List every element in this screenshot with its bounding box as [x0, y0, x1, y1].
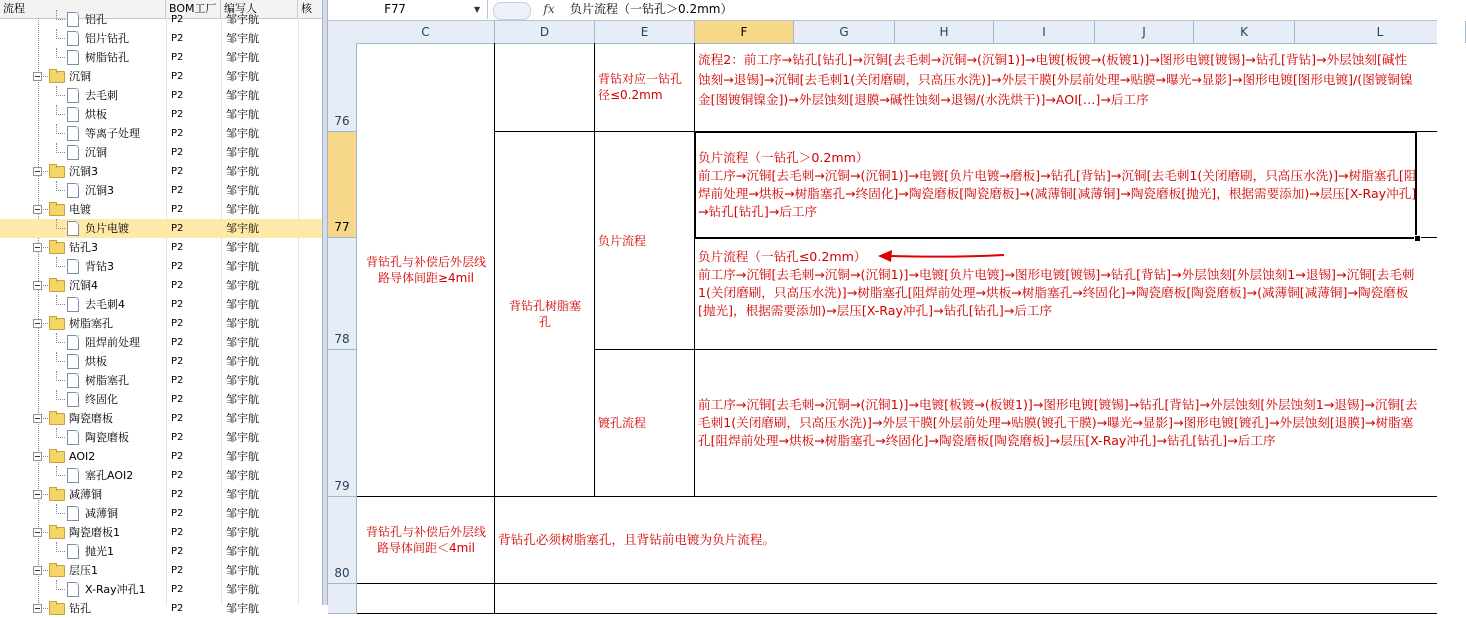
- bom-factory-value: P2: [171, 318, 184, 329]
- tree-branch-line: [56, 342, 65, 343]
- document-icon: [67, 31, 79, 46]
- header-bom[interactable]: BOM工厂: [166, 0, 221, 18]
- bom-factory-value: P2: [171, 185, 184, 196]
- folder-icon: [49, 489, 65, 501]
- cell-e76[interactable]: [595, 43, 695, 132]
- bom-factory-value: P2: [171, 527, 184, 538]
- tree-leaf-row[interactable]: [0, 295, 322, 314]
- bom-factory-value: P2: [171, 413, 184, 424]
- formula-bar: [328, 0, 1437, 21]
- formula-content[interactable]: 负片流程（一钻孔＞0.2mm）: [570, 2, 733, 16]
- tree-leaf-row[interactable]: [0, 257, 322, 276]
- writer-value: 邹宇航: [226, 32, 259, 45]
- writer-value: 邹宇航: [226, 526, 259, 539]
- document-icon: [67, 145, 79, 160]
- tree-leaf-row[interactable]: [0, 124, 322, 143]
- writer-value: 邹宇航: [226, 317, 259, 330]
- writer-value: 邹宇航: [226, 127, 259, 140]
- collapse-toggle-icon[interactable]: [33, 167, 42, 176]
- tree-item-label: 沉铜3: [85, 184, 114, 197]
- tree-folder-row[interactable]: [0, 523, 322, 542]
- writer-value: 邹宇航: [226, 184, 259, 197]
- bom-factory-value: P2: [171, 299, 184, 310]
- name-box-dropdown-icon[interactable]: ▼: [474, 5, 481, 14]
- bom-factory-value: P2: [171, 147, 184, 158]
- tree-item-label: 减薄铜: [85, 507, 118, 520]
- tree-branch-line: [56, 380, 65, 381]
- writer-value: 邹宇航: [226, 488, 259, 501]
- collapse-toggle-icon[interactable]: [33, 566, 42, 575]
- bom-factory-value: P2: [171, 508, 184, 519]
- bom-factory-value: P2: [171, 546, 184, 557]
- tree-item-label: 铝片钻孔: [85, 32, 129, 45]
- folder-icon: [49, 318, 65, 330]
- cell-e77-text: 负片流程: [598, 233, 647, 248]
- collapse-toggle-icon[interactable]: [33, 205, 42, 214]
- collapse-toggle-icon[interactable]: [33, 72, 42, 81]
- writer-value: 邹宇航: [226, 89, 259, 102]
- row-header[interactable]: [328, 350, 357, 497]
- row-header[interactable]: [328, 584, 357, 614]
- document-icon: [67, 582, 79, 597]
- writer-value: 邹宇航: [226, 222, 259, 235]
- document-icon: [67, 354, 79, 369]
- tree-leaf-row[interactable]: [0, 504, 322, 523]
- cell-c81[interactable]: [357, 584, 495, 614]
- cell-d81[interactable]: [495, 584, 1437, 614]
- tree-item-label: 沉铜: [85, 146, 107, 159]
- name-box[interactable]: [328, 0, 488, 19]
- tree-folder-row[interactable]: [0, 561, 322, 580]
- bom-factory-value: P2: [171, 71, 184, 82]
- document-icon: [67, 259, 79, 274]
- column-header-f[interactable]: F: [695, 21, 794, 43]
- cell-f78[interactable]: [695, 238, 1437, 350]
- document-icon: [67, 544, 79, 559]
- tree-item-label: 阻焊前处理: [85, 336, 140, 349]
- cell-f79[interactable]: [695, 350, 1437, 497]
- tree-item-label: 树脂钻孔: [85, 51, 129, 64]
- cell-f78-body: 前工序→沉铜[去毛刺→沉铜→(沉铜1)]→电镀[负片电镀]→图形电镀[镀锡]→钻孔[背钻]→外层蚀刻[外层蚀刻1→退锡]→沉铜[去毛刺1(关闭磨刷，只高压水洗)]→树脂塞孔[阻焊前处理→烘板→树脂塞孔→终固化]→陶瓷磨板[陶瓷磨板]→(减薄铜[减薄铜]→陶瓷磨板[抛光]，根据需要添加)→层压[X-Ray冲孔]→钻孔[钻孔]→后工序: [698, 267, 1415, 318]
- tree-branch-line: [56, 57, 65, 58]
- bom-factory-value: P2: [171, 584, 184, 595]
- collapse-toggle-icon[interactable]: [33, 281, 42, 290]
- folder-icon: [49, 603, 65, 615]
- tree-leaf-row[interactable]: [0, 181, 322, 200]
- tree-branch-line: [56, 152, 65, 153]
- tree-folder-row[interactable]: [0, 485, 322, 504]
- header-writer[interactable]: 编写人: [221, 0, 298, 18]
- tree-leaf-row[interactable]: [0, 428, 322, 447]
- tree-branch-line: [56, 95, 65, 96]
- tree-item-label: 铝孔: [85, 13, 107, 26]
- document-icon: [67, 107, 79, 122]
- cell-f78-title: 负片流程（一钻孔≤0.2mm）: [698, 249, 867, 264]
- folder-icon: [49, 166, 65, 178]
- cell-d76[interactable]: [495, 43, 595, 132]
- cell-f76-text: 流程2：前工序→钻孔[钻孔]→沉铜[去毛刺→沉铜→(沉铜1)]→电镀[板镀→(板镀1)]→图形电镀[镀锡]→钻孔[背钻]→外层蚀刻[碱性蚀刻→退锡]→沉铜[去毛刺1(关闭磨刷，只高压水洗)]→外层干膜[外层前处理→贴膜→曝光→显影]→图形电镀[图形电镀]/(图镀铜镍金[图镀铜镍金])→外层蚀刻[退膜→碱性蚀刻→退锡/(水洗烘干)]→AOI[…]→后工序: [698, 52, 1413, 107]
- formula-bar-toggle[interactable]: [493, 2, 531, 20]
- cell-e79-text: 镀孔流程: [598, 416, 647, 430]
- tree-branch-line: [56, 19, 65, 20]
- tree-branch-line: [56, 304, 65, 305]
- active-cell-selection: [694, 131, 1417, 239]
- spreadsheet: [328, 0, 1437, 605]
- tree-item-label: 电镀: [69, 203, 91, 216]
- tree-leaf-row[interactable]: [0, 10, 322, 29]
- document-icon: [67, 221, 79, 236]
- collapse-toggle-icon[interactable]: [33, 319, 42, 328]
- collapse-toggle-icon[interactable]: [33, 243, 42, 252]
- tree-folder-row[interactable]: [0, 409, 322, 428]
- writer-value: 邹宇航: [226, 13, 259, 26]
- document-icon: [67, 126, 79, 141]
- tree-item-label: 去毛刺: [85, 89, 118, 102]
- tree-branch-line: [56, 38, 65, 39]
- document-icon: [67, 297, 79, 312]
- cell-c76-c79[interactable]: [357, 43, 495, 497]
- tree-item-label: 沉铜: [69, 70, 91, 83]
- folder-icon: [49, 451, 65, 463]
- tree-item-label: 钻孔: [69, 602, 91, 615]
- tree-item-label: 终固化: [85, 393, 118, 406]
- tree-item-label: 烘板: [85, 355, 107, 368]
- tree-leaf-row[interactable]: [0, 580, 322, 599]
- tree-leaf-row[interactable]: [0, 542, 322, 561]
- tree-item-label: 层压1: [69, 564, 98, 577]
- row-number: 80: [334, 566, 350, 580]
- tree-item-label: 烘板: [85, 108, 107, 121]
- tree-item-label: X-Ray冲孔1: [85, 583, 146, 596]
- bom-factory-value: P2: [171, 109, 184, 120]
- tree-folder-row[interactable]: [0, 599, 322, 618]
- cell-d77-text: 背钻孔树脂塞孔: [508, 299, 581, 329]
- header-check[interactable]: 核: [298, 0, 328, 18]
- tree-leaf-row[interactable]: [0, 390, 322, 409]
- bom-factory-value: P2: [171, 204, 184, 215]
- writer-value: 邹宇航: [226, 431, 259, 444]
- document-icon: [67, 373, 79, 388]
- writer-value: 邹宇航: [226, 298, 259, 311]
- tree-leaf-row[interactable]: [0, 29, 322, 48]
- tree-leaf-row[interactable]: [0, 86, 322, 105]
- column-header-j[interactable]: J: [1095, 21, 1194, 43]
- writer-value: 邹宇航: [226, 450, 259, 463]
- tree-item-label: 树脂塞孔: [85, 374, 129, 387]
- cell-reference: F77: [384, 2, 406, 16]
- column-header-i[interactable]: I: [994, 21, 1095, 43]
- collapse-toggle-icon[interactable]: [33, 490, 42, 499]
- row-header[interactable]: [328, 238, 357, 350]
- writer-value: 邹宇航: [226, 374, 259, 387]
- document-icon: [67, 392, 79, 407]
- tree-branch-line: [56, 551, 65, 552]
- tree-folder-row[interactable]: [0, 314, 322, 333]
- column-header-k[interactable]: K: [1194, 21, 1295, 43]
- column-headers: [328, 21, 1437, 44]
- tree-leaf-row[interactable]: [0, 466, 322, 485]
- tree-item-label: 陶瓷磨板: [69, 412, 113, 425]
- writer-value: 邹宇航: [226, 412, 259, 425]
- tree-item-label: 减薄铜: [69, 488, 102, 501]
- collapse-toggle-icon[interactable]: [33, 414, 42, 423]
- bom-factory-value: P2: [171, 261, 184, 272]
- writer-value: 邹宇航: [226, 146, 259, 159]
- cell-f77-body: 前工序→沉铜[去毛刺→沉铜→(沉铜1)]→电镀[负片电镀→磨板]→钻孔[背钻]→沉铜[去毛刺1(关闭磨刷，只高压水洗)]→树脂塞孔[阻焊前处理→烘板→树脂塞孔→终固化]→陶瓷磨板[陶瓷磨板]→(减薄铜[减薄铜]→陶瓷磨板[抛光]，根据需要添加)→层压[X-Ray冲孔]→钻孔[钻孔]→后工序: [698, 168, 1417, 219]
- tree-item-label: 树脂塞孔: [69, 317, 113, 330]
- writer-value: 邹宇航: [226, 507, 259, 520]
- tree-leaf-row[interactable]: [0, 48, 322, 67]
- writer-value: 邹宇航: [226, 355, 259, 368]
- folder-icon: [49, 280, 65, 292]
- document-icon: [67, 430, 79, 445]
- column-header-d[interactable]: D: [495, 21, 595, 43]
- tree-item-label: 陶瓷磨板1: [69, 526, 120, 539]
- tree-leaf-row[interactable]: [0, 333, 322, 352]
- row-number: 78: [334, 332, 350, 346]
- tree-item-label: 负片电镀: [85, 222, 129, 235]
- row-number: 76: [334, 114, 350, 128]
- row-number: 79: [334, 479, 350, 493]
- folder-icon: [49, 204, 65, 216]
- tree-folder-row[interactable]: [0, 238, 322, 257]
- bom-factory-value: P2: [171, 603, 184, 614]
- cell-c80[interactable]: [357, 497, 495, 584]
- cell-e79[interactable]: [595, 350, 695, 497]
- header-flow[interactable]: 流程: [0, 0, 166, 18]
- column-header-g[interactable]: G: [794, 21, 895, 43]
- collapse-toggle-icon[interactable]: [33, 528, 42, 537]
- tree-branch-line: [56, 399, 65, 400]
- column-header-h[interactable]: H: [895, 21, 994, 43]
- writer-value: 邹宇航: [226, 602, 259, 615]
- insert-function-button[interactable]: fx: [543, 2, 555, 16]
- row-header[interactable]: [328, 132, 357, 238]
- cell-f78-content: [695, 238, 1420, 320]
- tree-branch-line: [56, 513, 65, 514]
- document-icon: [67, 506, 79, 521]
- writer-value: 邹宇航: [226, 279, 259, 292]
- writer-value: 邹宇航: [226, 203, 259, 216]
- column-header-l[interactable]: L: [1295, 21, 1466, 43]
- tree-branch-line: [56, 190, 65, 191]
- cell-c80-text: 背钻孔与补偿后外层线路导体间距＜4mil: [365, 525, 486, 555]
- folder-icon: [49, 413, 65, 425]
- writer-value: 邹宇航: [226, 51, 259, 64]
- bom-factory-value: P2: [171, 565, 184, 576]
- document-icon: [67, 468, 79, 483]
- folder-icon: [49, 242, 65, 254]
- document-icon: [67, 335, 79, 350]
- tree-item-label: 钻孔3: [69, 241, 98, 254]
- cell-e76-text: 背钻对应一钻孔径≤0.2mm: [598, 72, 683, 102]
- bom-factory-value: P2: [171, 432, 184, 443]
- cell-d80-l80[interactable]: [495, 497, 1437, 584]
- writer-value: 邹宇航: [226, 70, 259, 83]
- document-icon: [67, 88, 79, 103]
- writer-value: 邹宇航: [226, 260, 259, 273]
- tree-folder-row[interactable]: [0, 162, 322, 181]
- bom-factory-value: P2: [171, 489, 184, 500]
- writer-value: 邹宇航: [226, 393, 259, 406]
- cell-d80-text: 背钻孔必须树脂塞孔，且背钻前电镀为负片流程。: [498, 532, 776, 547]
- tree-item-label: AOI2: [69, 450, 96, 463]
- writer-value: 邹宇航: [226, 545, 259, 558]
- cell-f76[interactable]: [695, 43, 1437, 132]
- column-header-c[interactable]: C: [357, 21, 495, 43]
- bom-factory-value: P2: [171, 242, 184, 253]
- tree-branch-line: [56, 228, 65, 229]
- tree-leaf-row[interactable]: [0, 219, 322, 238]
- tree-folder-row[interactable]: [0, 447, 322, 466]
- bom-factory-value: P2: [171, 223, 184, 234]
- writer-value: 邹宇航: [226, 336, 259, 349]
- writer-value: 邹宇航: [226, 469, 259, 482]
- tree-folder-row[interactable]: [0, 276, 322, 295]
- bom-factory-value: P2: [171, 90, 184, 101]
- tree-item-label: 陶瓷磨板: [85, 431, 129, 444]
- tree-branch-line: [56, 114, 65, 115]
- row-header[interactable]: [328, 497, 357, 584]
- document-icon: [67, 50, 79, 65]
- bom-factory-value: P2: [171, 470, 184, 481]
- bom-factory-value: P2: [171, 375, 184, 386]
- tree-item-label: 沉铜3: [69, 165, 98, 178]
- tree-branch-line: [56, 475, 65, 476]
- collapse-toggle-icon[interactable]: [33, 452, 42, 461]
- annotation-arrow-icon: [876, 248, 1006, 264]
- bom-factory-value: P2: [171, 14, 184, 25]
- writer-value: 邹宇航: [226, 583, 259, 596]
- column-header-e[interactable]: E: [595, 21, 695, 43]
- folder-icon: [49, 71, 65, 83]
- bom-factory-value: P2: [171, 280, 184, 291]
- writer-value: 邹宇航: [226, 564, 259, 577]
- tree-folder-row[interactable]: [0, 200, 322, 219]
- tree-branch-line: [56, 589, 65, 590]
- bom-factory-value: P2: [171, 33, 184, 44]
- cell-e77-e78[interactable]: [595, 132, 695, 350]
- fill-handle[interactable]: [1414, 235, 1421, 242]
- tree-item-label: 背钻3: [85, 260, 114, 273]
- row-header[interactable]: [328, 43, 357, 132]
- bom-factory-value: P2: [171, 337, 184, 348]
- cell-f79-text: 前工序→沉铜[去毛刺→沉铜→(沉铜1)]→电镀[板镀→(板镀1)]→图形电镀[镀锡]→钻孔[背钻]→外层蚀刻[外层蚀刻1→退锡]→沉铜[去毛刺1(关闭磨刷，只高压水洗)]→外层干膜[外层前处理→贴膜(镀孔干膜)→曝光→显影]→图形电镀[镀孔]→外层蚀刻[退膜]→树脂塞孔[阻焊前处理→烘板→树脂塞孔→终固化]→陶瓷磨板[陶瓷磨板]→层压[X-Ray冲孔]→钻孔[钻孔]→后工序: [698, 397, 1418, 448]
- collapse-toggle-icon[interactable]: [33, 604, 42, 613]
- document-icon: [67, 183, 79, 198]
- tree-branch-line: [56, 133, 65, 134]
- document-icon: [67, 12, 79, 27]
- tree-leaf-row[interactable]: [0, 105, 322, 124]
- bom-factory-value: P2: [171, 394, 184, 405]
- tree-item-label: 抛光1: [85, 545, 114, 558]
- tree-item-label: 去毛刺4: [85, 298, 125, 311]
- cell-f77-title: 负片流程（一钻孔＞0.2mm）: [698, 150, 869, 165]
- tree-leaf-row[interactable]: [0, 371, 322, 390]
- tree-leaf-row[interactable]: [0, 352, 322, 371]
- bom-factory-value: P2: [171, 356, 184, 367]
- folder-icon: [49, 565, 65, 577]
- tree-item-label: 等离子处理: [85, 127, 140, 140]
- tree-item-label: 塞孔AOI2: [85, 469, 134, 482]
- bom-factory-value: P2: [171, 52, 184, 63]
- writer-value: 邹宇航: [226, 241, 259, 254]
- bom-factory-value: P2: [171, 128, 184, 139]
- tree-branch-line: [56, 361, 65, 362]
- writer-value: 邹宇航: [226, 108, 259, 121]
- tree-folder-row[interactable]: [0, 67, 322, 86]
- process-tree-panel: [0, 0, 322, 615]
- writer-value: 邹宇航: [226, 165, 259, 178]
- row-number: 77: [334, 220, 350, 234]
- cell-d77-d79[interactable]: [495, 132, 595, 497]
- tree-branch-line: [56, 437, 65, 438]
- bom-factory-value: P2: [171, 451, 184, 462]
- tree-branch-line: [56, 266, 65, 267]
- tree-leaf-row[interactable]: [0, 143, 322, 162]
- folder-icon: [49, 527, 65, 539]
- tree-item-label: 沉铜4: [69, 279, 98, 292]
- bom-factory-value: P2: [171, 166, 184, 177]
- cell-c76-text: 背钻孔与补偿后外层线路导体间距≥4mil: [365, 254, 486, 285]
